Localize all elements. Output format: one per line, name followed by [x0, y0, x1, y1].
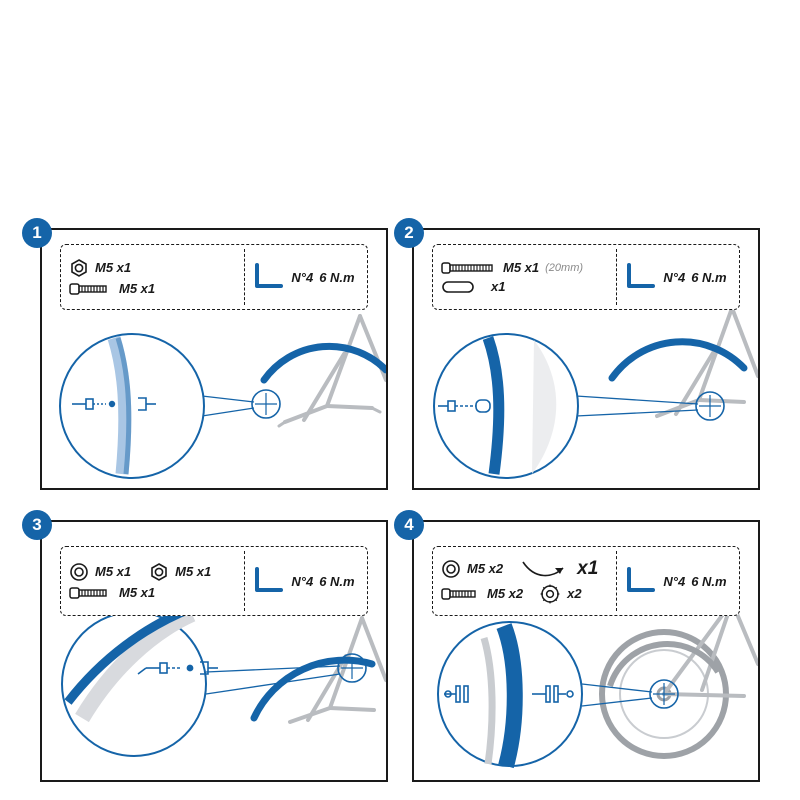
step-number-badge-3: 3	[22, 510, 52, 540]
part-row	[69, 562, 238, 582]
part-label: M5 x1	[119, 281, 156, 296]
curved-arrow-icon	[519, 558, 571, 580]
part-label: x1	[577, 557, 599, 579]
tool-size-label: N°4	[663, 573, 686, 589]
part-label: M5 x1	[119, 585, 156, 600]
step-1-parts-box	[60, 244, 368, 310]
part-row	[69, 585, 238, 601]
part-label: M5 x1	[503, 260, 540, 275]
step-2-parts-box	[432, 244, 740, 310]
tool-torque-label: 6 N.m	[319, 573, 355, 589]
part-row	[441, 279, 610, 295]
nut-icon	[69, 258, 89, 278]
part-label: x2	[567, 586, 582, 601]
screw-icon	[69, 281, 113, 297]
tool-size-label: N°4	[663, 269, 686, 285]
step-4-parts-box	[432, 546, 740, 616]
tool-torque-label: 6 N.m	[691, 269, 727, 285]
part-label: M5 x2	[467, 561, 504, 576]
part-row	[441, 583, 610, 605]
step-3-parts-box	[60, 546, 368, 616]
long-bolt-icon	[441, 260, 497, 276]
allen-key-icon	[623, 260, 657, 294]
part-label: M5 x1	[175, 564, 212, 579]
part-note: (20mm)	[545, 261, 584, 274]
part-row	[441, 260, 610, 276]
part-row	[69, 281, 238, 297]
allen-key-icon	[623, 564, 657, 598]
washer-icon	[69, 562, 89, 582]
part-row	[69, 258, 238, 278]
tool-size-label: N°4	[291, 269, 314, 285]
allen-key-icon	[251, 564, 285, 598]
part-label: M5 x2	[487, 586, 524, 601]
step-number-badge-1: 1	[22, 218, 52, 248]
step-number-badge-2: 2	[394, 218, 424, 248]
spacer-icon	[441, 279, 485, 295]
tool-size-label: N°4	[291, 573, 314, 589]
nut-icon	[149, 562, 169, 582]
allen-key-icon	[251, 260, 285, 294]
toothed-washer-icon	[539, 583, 561, 605]
part-label: M5 x1	[95, 564, 132, 579]
part-label: M5 x1	[95, 260, 132, 275]
screw-icon	[69, 585, 113, 601]
step-number-badge-4: 4	[394, 510, 424, 540]
tool-torque-label: 6 N.m	[319, 269, 355, 285]
washer-icon	[441, 559, 461, 579]
screw-icon	[441, 586, 481, 602]
part-row	[441, 558, 610, 580]
tool-torque-label: 6 N.m	[691, 573, 727, 589]
part-label: x1	[491, 279, 506, 294]
